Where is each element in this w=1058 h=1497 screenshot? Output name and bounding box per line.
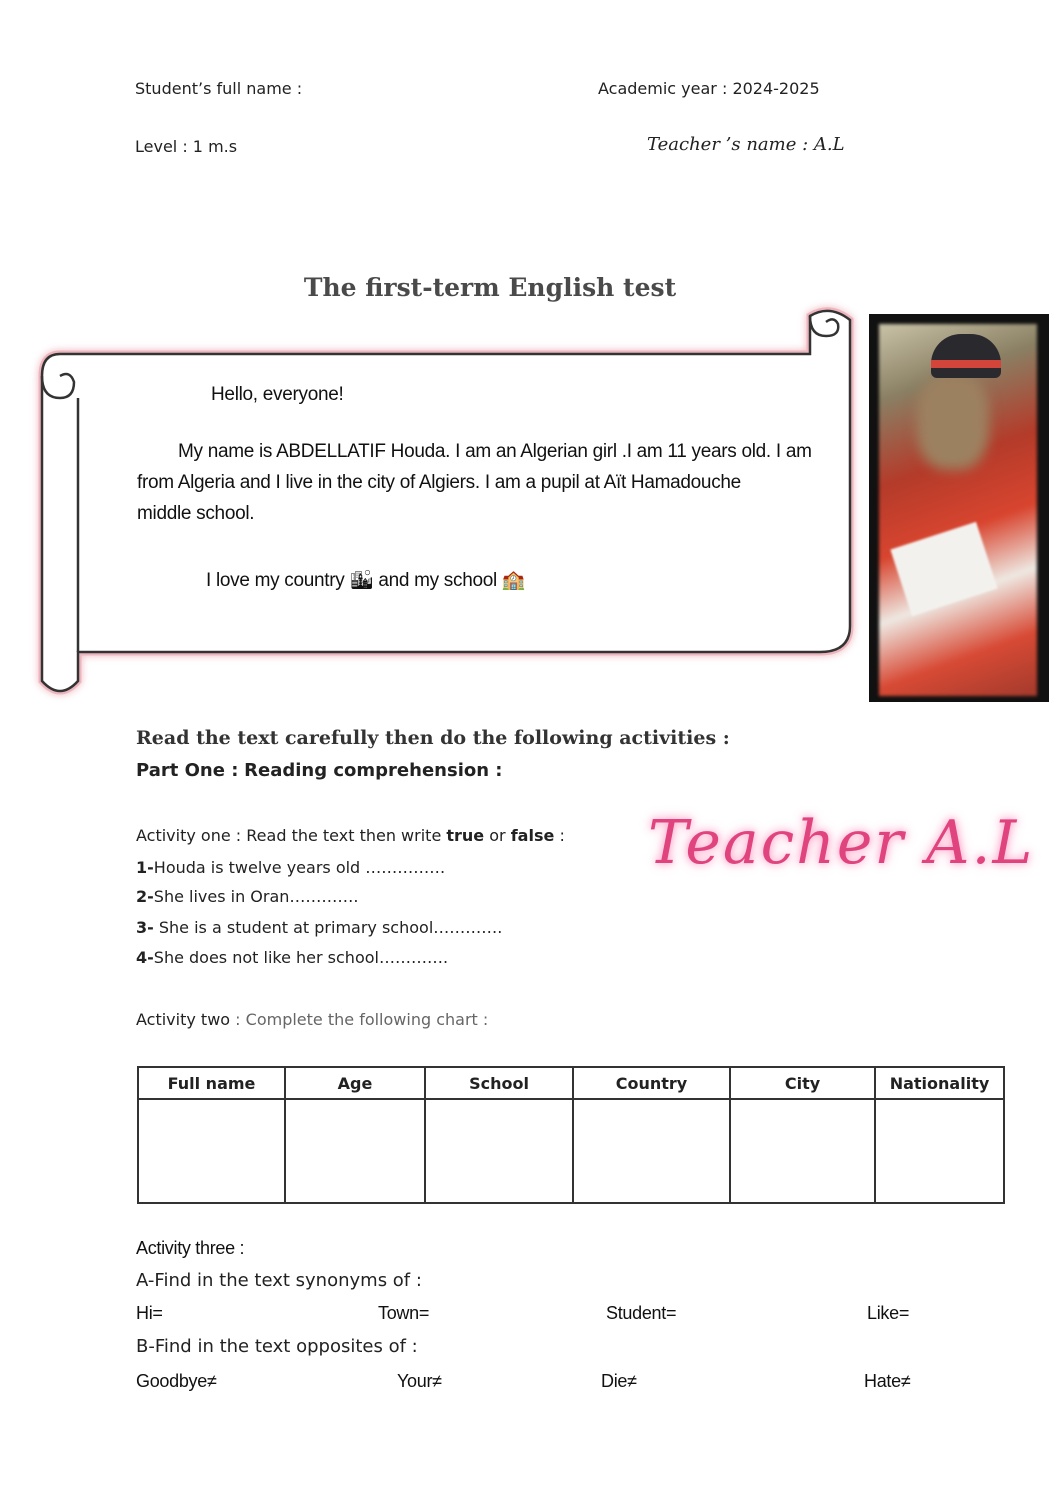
opposite-goodbye: Goodbye≠	[136, 1371, 217, 1391]
student-photo	[869, 314, 1049, 702]
level-label: Level : 1 m.s	[135, 137, 238, 156]
city-icon: 🏙	[349, 570, 374, 591]
col-city: City	[730, 1067, 875, 1099]
cell-full-name[interactable]	[138, 1099, 285, 1203]
activity-one-instruction: : Read the text then write	[235, 826, 442, 845]
scroll-frame	[20, 296, 870, 706]
colon: :	[559, 826, 565, 845]
synonym-hi: Hi=	[136, 1303, 163, 1323]
activity-two-instruction: : Complete the following chart :	[235, 1010, 489, 1029]
part-one-title: Reading comprehension :	[244, 760, 503, 781]
list-item: 4-She does not like her school………….	[136, 948, 449, 967]
love-part-2: and my school	[378, 570, 497, 591]
table-header-row	[138, 1067, 1004, 1099]
page-title: The first-term English test	[303, 273, 677, 302]
activity-one-heading	[136, 826, 565, 845]
col-country: Country	[573, 1067, 730, 1099]
greeting: Hello, everyone!	[211, 384, 344, 405]
academic-year: Academic year : 2024-2025	[598, 79, 820, 98]
synonym-town: Town=	[378, 1303, 430, 1323]
list-item: 1-Houda is twelve years old ……………	[136, 858, 446, 877]
col-nationality: Nationality	[875, 1067, 1004, 1099]
synonym-student: Student=	[606, 1303, 677, 1323]
activity-two-heading	[136, 1010, 488, 1029]
table-row	[138, 1099, 1004, 1203]
paragraph-line-1: My name is ABDELLATIF Houda. I am an Algerian girl .I am 11 years old. I am	[178, 441, 812, 462]
list-item: 3- She is a student at primary school………….	[136, 918, 503, 937]
list-item: 2-She lives in Oran………….	[136, 887, 359, 906]
word-or: or	[489, 826, 506, 845]
col-school: School	[425, 1067, 573, 1099]
synonym-like: Like=	[867, 1303, 910, 1323]
student-name-label: Student’s full name :	[135, 79, 303, 98]
opposites-label: B-Find in the text opposites of :	[136, 1336, 418, 1357]
teacher-name: Teacher ’s name : A.L	[647, 134, 845, 155]
col-age: Age	[285, 1067, 425, 1099]
love-part-1: I love my country	[206, 570, 345, 591]
synonyms-label: A-Find in the text synonyms of :	[136, 1270, 422, 1291]
part-one-label: Part One :	[136, 760, 239, 781]
activity-one-label: Activity one	[136, 826, 231, 845]
cell-city[interactable]	[730, 1099, 875, 1203]
school-icon: 🏫	[501, 570, 526, 591]
col-full-name: Full name	[138, 1067, 285, 1099]
part-one-heading	[136, 760, 503, 781]
cell-nationality[interactable]	[875, 1099, 1004, 1203]
opposite-your: Your≠	[397, 1371, 442, 1391]
activity-three-label: Activity three :	[136, 1238, 245, 1258]
paragraph-line-2: from Algeria and I live in the city of Algiers. I am a pupil at Aït Hamadouche	[137, 472, 741, 493]
instructions: Read the text carefully then do the following activities :	[136, 727, 730, 749]
love-line	[206, 568, 525, 592]
paragraph-line-3: middle school.	[137, 503, 255, 524]
teacher-signature: Teacher A.L	[648, 808, 1035, 878]
activity-two-label: Activity two	[136, 1010, 231, 1029]
word-false: false	[510, 826, 555, 845]
cell-country[interactable]	[573, 1099, 730, 1203]
opposite-die: Die≠	[601, 1371, 637, 1391]
cell-school[interactable]	[425, 1099, 573, 1203]
info-chart	[137, 1066, 1005, 1204]
word-true: true	[446, 826, 485, 845]
cell-age[interactable]	[285, 1099, 425, 1203]
opposite-hate: Hate≠	[864, 1371, 911, 1391]
